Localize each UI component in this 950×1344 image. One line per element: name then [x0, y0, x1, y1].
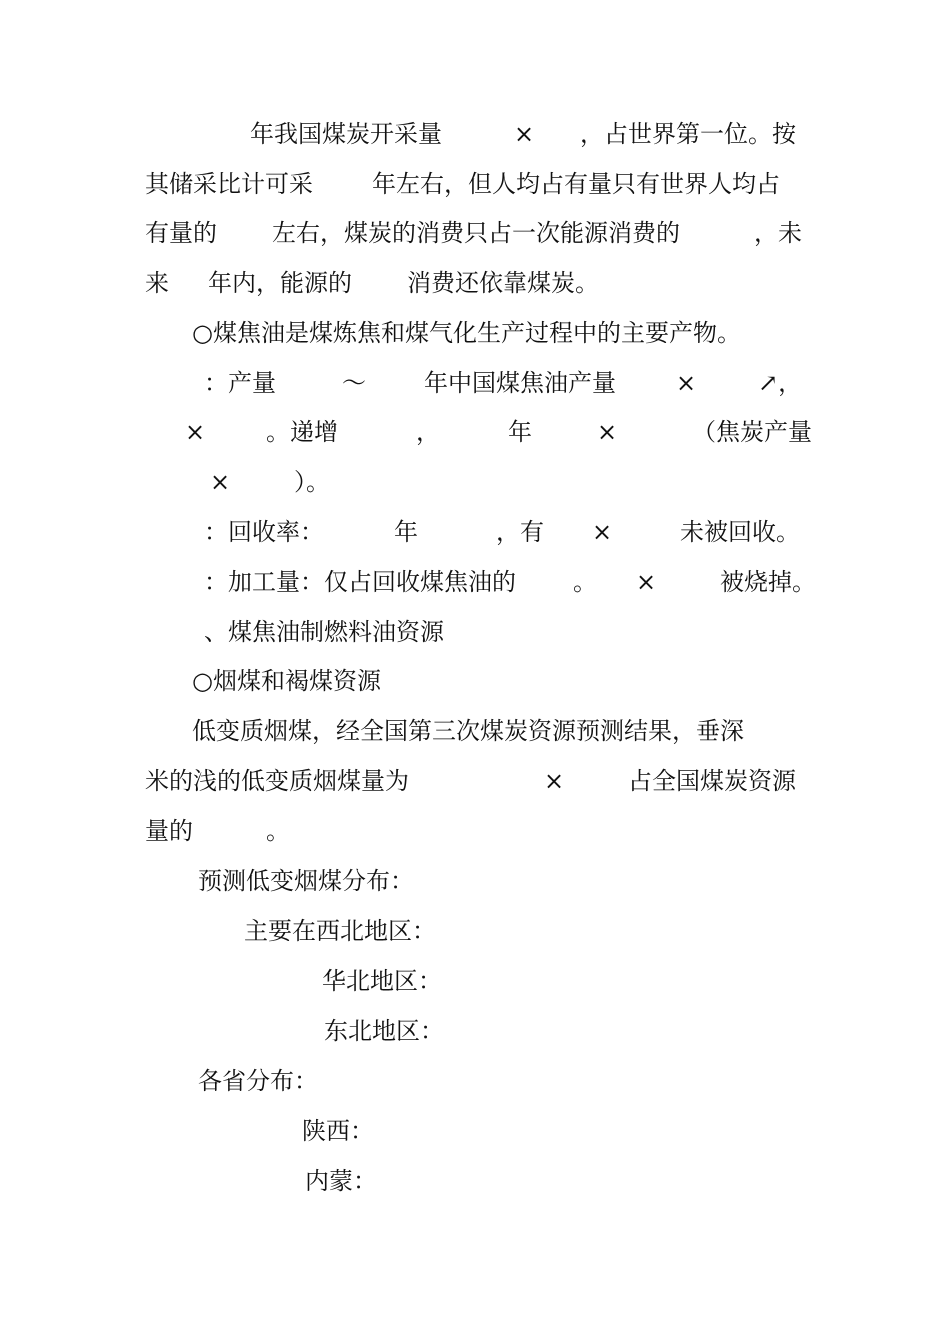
low-rank-text-2: 米的浅的低变质烟煤量为 — [145, 767, 409, 795]
arrow-comma: ↗， — [758, 369, 803, 397]
comma-text: ， — [416, 418, 440, 446]
north-item: 华北地区： — [322, 967, 442, 995]
shaanxi-item: 陕西： — [302, 1117, 374, 1145]
consumption-text: 左右，煤炭的消费只占一次能源消费的 — [272, 219, 680, 247]
fuel-oil-heading: 、煤焦油制燃料油资源 — [204, 618, 444, 646]
recovery-label: ：回收率： — [204, 518, 324, 546]
burned-text: 被烧掉。 — [720, 568, 816, 596]
tar-output-text: 年中国煤焦油产量 — [424, 369, 616, 397]
output-label: ：产量 — [204, 369, 276, 397]
coal-rank-text: ，占世界第一位。按 — [580, 120, 796, 148]
share-text: 有量的 — [145, 219, 217, 247]
year-text: 年 — [394, 518, 418, 546]
year-text: 年 — [508, 418, 532, 446]
future-lead: 来 — [145, 269, 169, 297]
northwest-item: 主要在西北地区： — [244, 917, 436, 945]
provinces-heading: 各省分布： — [198, 1067, 318, 1095]
northeast-item: 东北地区： — [324, 1017, 444, 1045]
forecast-heading: 预测低变烟煤分布： — [198, 867, 414, 895]
neimeng-item: 内蒙： — [305, 1167, 377, 1195]
multiply-sign: × — [185, 418, 206, 446]
tilde-sign: ～ — [342, 369, 366, 397]
energy-years-text: 年内，能源的 — [208, 269, 352, 297]
bituminous-heading: ○烟煤和褐煤资源 — [192, 667, 381, 695]
coke-output-text: （焦炭产量 — [692, 418, 812, 446]
period-text: 。 — [573, 568, 597, 596]
coal-tar-heading: ○煤焦油是煤炼焦和煤气化生产过程中的主要产物。 — [192, 319, 741, 347]
low-rank-text-1: 低变质烟煤，经全国第三次煤炭资源预测结果，垂深 — [192, 717, 744, 745]
increase-text: 。递增 — [266, 418, 338, 446]
future-text: ，未 — [754, 219, 802, 247]
low-rank-share-text: 占全国煤炭资源 — [628, 767, 796, 795]
period-text: 。 — [266, 817, 290, 845]
rely-on-coal-text: 消费还依靠煤炭。 — [407, 269, 599, 297]
not-recovered-text: 未被回收。 — [680, 518, 800, 546]
per-capita-text: 年左右，但人均占有量只有世界人均占 — [372, 170, 780, 198]
multiply-sign: × — [544, 767, 565, 795]
have-text: ，有 — [496, 518, 544, 546]
multiply-sign: × — [676, 369, 697, 397]
multiply-sign: × — [636, 568, 657, 596]
low-rank-text-3: 量的 — [145, 817, 193, 845]
multiply-sign: × — [592, 518, 613, 546]
multiply-sign: × — [597, 418, 618, 446]
multiply-sign: × — [210, 468, 231, 496]
close-paren-text: ）。 — [294, 468, 330, 496]
multiply-sign: × — [514, 120, 535, 148]
coal-output-text: 年我国煤炭开采量 — [250, 120, 442, 148]
reserve-ratio-text: 其储采比计可采 — [145, 170, 313, 198]
processing-label: ：加工量：仅占回收煤焦油的 — [204, 568, 516, 596]
